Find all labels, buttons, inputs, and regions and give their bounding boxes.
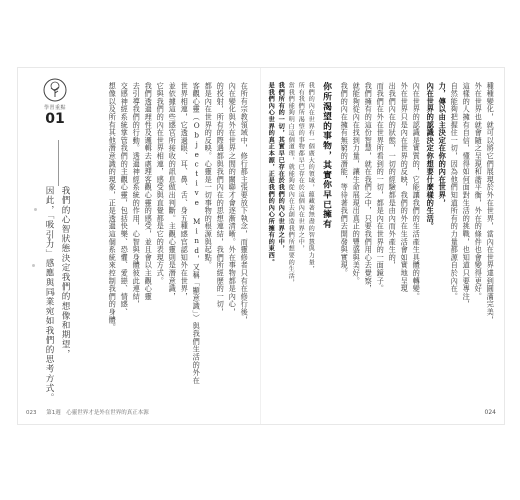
body-column: 我們的內在擁有無窮的潛能，等待著我們去開發與實現。 — [340, 82, 350, 277]
body-column: 外在世界也就會隨之呈現和諧平衡，外在的條件也會變得更好。 — [474, 82, 484, 301]
badge-number: 01 — [45, 111, 65, 127]
body-column: 內在世界的認識是實質的，它能讓我們的生活產生具體的轉變。 — [412, 82, 422, 301]
tree-icon — [43, 78, 67, 102]
body-column: 內在變化與外在世界之間的關聯才會逐漸清晰。外在事物都是內心， — [228, 82, 238, 316]
page-number: 024 — [484, 409, 496, 416]
body-column: 自然能夠把握住一切，因為他們知道所有的力量都源自於內在。 — [450, 82, 460, 301]
emphasis-column: 我們所有的一切，其實早已存在於我們的內心世界之中， — [277, 82, 285, 252]
sidebar-rule — [58, 140, 59, 186]
body-column: 我們的內在世界有一個廣大的領域，蘊藏著無盡的智慧與力量， — [307, 82, 315, 273]
body-column: 都是內在世界的反映。心靈是一切事物的根源與起點。 — [204, 82, 214, 270]
running-footer — [26, 408, 149, 416]
section-heading: 你所渴望的事物，其實你早已擁有 — [321, 82, 331, 229]
book-spread — [18, 68, 504, 424]
emphasis-column: 是我們內心世界的真正本源，正是我們的內心所擁有的東西。 — [267, 82, 275, 266]
chapter-badge — [40, 78, 70, 136]
right-page — [261, 68, 504, 424]
body-column: 我們透過理性及邏輯去處理客觀心靈的感受，並且會以主觀心靈 — [144, 82, 154, 301]
key-point-line: 因此，「吸引力」感應與同業宛如我們的思考方式。 — [44, 186, 54, 403]
body-column: 在所有宗教領域中，修行都主張要放下執念，而靈修者只有在修行後， — [240, 82, 250, 324]
body-column: 它與我們的內在世界相連，感受與直覺都是它的表現方式。 — [156, 82, 166, 285]
body-column: 當我們能夠明白這個道理，就能夠從內在去創造我們所想要的生活， — [287, 82, 295, 286]
body-column: 種種變化，就可以將它們展現於外在世界，當內在世界達到圓滿完美， — [486, 82, 496, 324]
emphasis-column: 內在世界的認識決定你想要什麼樣的生活。 — [426, 82, 436, 231]
body-column: 客觀心靈（Objective Mind，又稱「顯意識」）與我們生活的外在 — [192, 82, 202, 385]
body-column: 交感神經系統掌管我們的主觀心靈，包括快樂、恐懼、愛戀、情感、 — [120, 82, 130, 316]
left-page — [18, 68, 261, 424]
page-number: 023 — [26, 410, 37, 416]
body-column: 這樣的人擁有自信，懂得如何面對生活的挑戰，也知道只要專注， — [462, 82, 472, 309]
decor-dot — [34, 208, 37, 211]
decor-dot — [32, 264, 35, 267]
body-column: 所有我們所渴望的事物都早已存在於這個內在世界之中， — [297, 82, 305, 252]
body-column: 我們擁有的這份智慧，就在我們之中，只要我們用心去覺察， — [364, 82, 374, 293]
body-column: 並依據這些感官所接收的訊息做出判斷。主觀心靈則是潛意識， — [168, 82, 178, 301]
chapter-title: 第1週 心靈世界才是外在世界的真正本源 — [46, 410, 149, 416]
body-column: 世界相連，它透過眼、耳、鼻、舌、身五種感官認知外在世界， — [180, 82, 190, 301]
body-column: 去引導我們的行動。透過神經系統的作用，心智與身體彼此連結， — [132, 82, 142, 309]
emphasis-column: 力，傳以由主決定在你的內在世界， — [438, 82, 448, 207]
body-column: 外在世界只是內在世界的反映，我們的外在生活會如實地呈現 — [400, 82, 410, 293]
badge-label: 學習重點 — [43, 105, 66, 111]
body-column: 出我們內在的狀態，一切的經驗都是由內而外產生的， — [388, 82, 398, 270]
key-point-line: 我們的心智狀態決定我們的想像和期望， — [60, 186, 70, 359]
body-column: 想像以及所有其他潛意識的現象，正是透過這個系統來控制我們的身體。 — [108, 82, 118, 332]
body-column: 就能夠從內在找到力量，讓生命展現出真正的豐盛與美好。 — [352, 82, 362, 285]
body-column: 而我們在外在世界所看到的一切，都是內在世界的一面鏡子。 — [376, 82, 386, 293]
body-column: 的投射，所有的際遇都與我們內在的思想連結，我們所經歷的一切， — [216, 82, 226, 316]
